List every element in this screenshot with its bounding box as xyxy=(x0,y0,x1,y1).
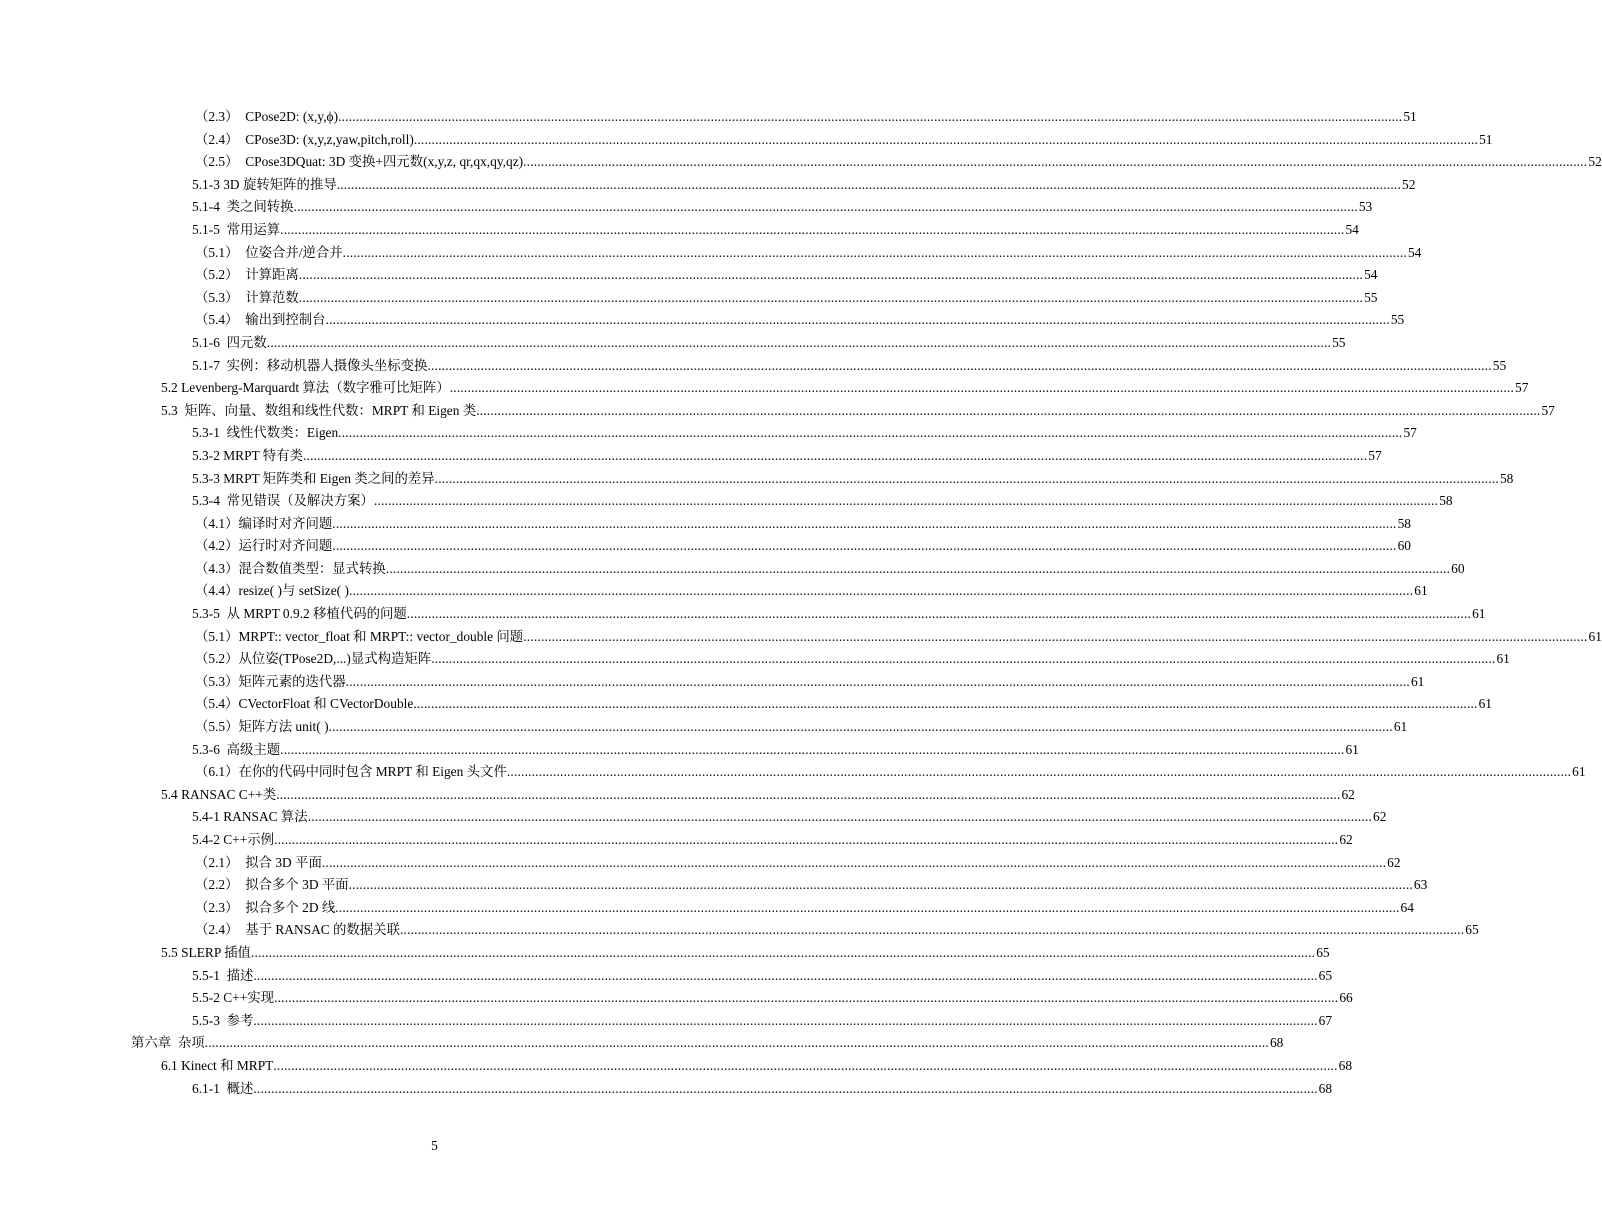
toc-entry-page: 57 xyxy=(1515,380,1529,396)
toc-entry-page: 60 xyxy=(1451,560,1465,576)
toc-dot-leader: ............................................................................................................................................................................................................................................................................................................ xyxy=(342,244,1407,260)
toc-entry[interactable] xyxy=(0,468,1514,491)
toc-entry-title: （4.2）运行时对齐问题 xyxy=(195,538,333,554)
toc-dot-leader: ............................................................................................................................................................................................................................................................................................................ xyxy=(250,944,1316,960)
toc-entry[interactable] xyxy=(0,377,1529,400)
toc-entry-page: 51 xyxy=(1403,109,1417,124)
toc-entry[interactable] xyxy=(0,987,1353,1010)
toc-entry-page: 61 xyxy=(1345,741,1359,757)
toc-entry-title: （2.2） 拟合多个 3D 平面 xyxy=(195,877,349,893)
toc-entry-title: （2.4） CPose3D: (x,y,z,yaw,pitch,roll) xyxy=(195,131,414,147)
toc-dot-leader: ............................................................................................................................................................................................................................................................................................................ xyxy=(280,741,1345,757)
toc-entry-title: （2.5） CPose3DQuat: 3D 变换+四元数(x,y,z, qr,qx,qy,qz) xyxy=(195,154,524,170)
toc-dot-leader: ............................................................................................................................................................................................................................................................................................................ xyxy=(328,719,1393,735)
toc-dot-leader: ............................................................................................................................................................................................................................................................................................................ xyxy=(413,131,1479,147)
toc-dot-leader: ............................................................................................................................................................................................................................................................................................................ xyxy=(373,493,1439,509)
toc-entry[interactable] xyxy=(0,716,1408,739)
toc-entry-page: 55 xyxy=(1390,312,1405,328)
toc-entry[interactable] xyxy=(0,174,1416,197)
toc-entry-title: 5.3-2 MRPT 特有类 xyxy=(192,447,303,463)
toc-entry[interactable] xyxy=(0,784,1355,807)
toc-entry-page: 58 xyxy=(1397,515,1411,531)
toc-entry[interactable] xyxy=(0,558,1465,581)
toc-entry-title: 5.3-3 MRPT 矩阵类和 Eigen 类之间的差异 xyxy=(192,470,435,486)
toc-entry-page: 54 xyxy=(1407,244,1422,260)
toc-dot-leader: ............................................................................................................................................................................................................................................................................................................ xyxy=(321,854,1387,870)
toc-entry-title: （5.3） 计算范数 xyxy=(195,289,299,305)
toc-entry-page: 62 xyxy=(1387,854,1401,870)
toc-entry-title: 5.1-3 3D 旋转矩阵的推导 xyxy=(192,176,337,192)
toc-entry-title: （2.3） CPose2D: (x,y,ϕ) xyxy=(195,109,339,124)
toc-entry-title: （4.3）混合数值类型：显式转换 xyxy=(195,560,386,576)
toc-dot-leader: ............................................................................................................................................................................................................................................................................................................ xyxy=(266,334,1332,350)
toc-entry-page: 53 xyxy=(1358,199,1373,215)
toc-entry[interactable] xyxy=(0,580,1428,603)
toc-entry[interactable] xyxy=(0,242,1422,265)
toc-entry-page: 60 xyxy=(1397,538,1411,554)
toc-entry-title: 5.5-1 描述 xyxy=(192,967,254,983)
toc-entry-title: 6.1 Kinect 和 MRPT xyxy=(161,1057,274,1073)
toc-entry-title: 5.3-5 从 MRPT 0.9.2 移植代码的问题 xyxy=(192,606,407,622)
toc-entry[interactable] xyxy=(0,603,1486,626)
toc-entry-title: （2.4） 基于 RANSAC 的数据关联 xyxy=(195,922,400,938)
toc-dot-leader: ............................................................................................................................................................................................................................................................................................................ xyxy=(338,109,1403,124)
toc-entry-page: 67 xyxy=(1318,1012,1333,1028)
toc-entry[interactable] xyxy=(0,106,1417,129)
toc-entry[interactable] xyxy=(0,1032,1284,1055)
toc-entry-title: 5.5-2 C++实现 xyxy=(192,990,275,1006)
toc-entry[interactable] xyxy=(0,219,1359,242)
toc-entry-title: 5.1-6 四元数 xyxy=(192,334,267,350)
toc-dot-leader: ............................................................................................................................................................................................................................................................................................................ xyxy=(307,809,1372,825)
toc-entry-page: 65 xyxy=(1316,944,1330,960)
toc-entry-title: （5.4） 输出到控制台 xyxy=(195,312,326,328)
toc-entry[interactable] xyxy=(0,422,1417,445)
toc-entry-title: （5.1） 位姿合并/逆合并 xyxy=(195,244,343,260)
toc-entry[interactable] xyxy=(0,264,1378,287)
toc-dot-leader: ............................................................................................................................................................................................................................................................................................................ xyxy=(204,1035,1269,1051)
toc-entry[interactable] xyxy=(0,490,1453,513)
toc-entry[interactable] xyxy=(0,897,1414,920)
toc-entry-title: （5.2） 计算距离 xyxy=(195,267,299,283)
toc-entry[interactable] xyxy=(0,129,1493,152)
toc-entry-page: 52 xyxy=(1402,176,1416,192)
toc-entry-title: 5.5 SLERP 插值 xyxy=(161,944,251,960)
toc-entry-title: 5.3-4 常见错误（及解决方案） xyxy=(192,493,374,509)
toc-entry[interactable] xyxy=(0,671,1425,694)
toc-dot-leader: ............................................................................................................................................................................................................................................................................................................ xyxy=(338,425,1403,441)
toc-dot-leader: ............................................................................................................................................................................................................................................................................................................ xyxy=(276,786,1341,802)
toc-entry[interactable] xyxy=(0,309,1405,332)
toc-entry-title: 5.4-2 C++示例 xyxy=(192,832,275,847)
toc-entry[interactable] xyxy=(0,852,1401,875)
toc-entry-title: （4.1）编译时对齐问题 xyxy=(195,515,333,531)
toc-entry-page: 51 xyxy=(1479,131,1493,147)
toc-entry[interactable] xyxy=(0,626,1602,649)
toc-entry-page: 57 xyxy=(1541,402,1555,418)
toc-entry[interactable] xyxy=(0,874,1428,897)
toc-dot-leader: ............................................................................................................................................................................................................................................................................................................ xyxy=(332,538,1397,554)
toc-entry-page: 62 xyxy=(1339,832,1353,847)
toc-entry-page: 61 xyxy=(1410,673,1425,689)
toc-entry-title: 5.5-3 参考 xyxy=(192,1012,254,1028)
toc-entry-page: 55 xyxy=(1364,289,1378,305)
toc-entry-title: 5.2 Levenberg-Marquardt 算法（数字雅可比矩阵） xyxy=(161,380,450,396)
toc-entry[interactable] xyxy=(0,400,1555,423)
toc-dot-leader: ............................................................................................................................................................................................................................................................................................................ xyxy=(273,1057,1338,1073)
toc-entry-page: 65 xyxy=(1465,922,1479,938)
toc-dot-leader: ............................................................................................................................................................................................................................................................................................................ xyxy=(506,764,1572,780)
toc-dot-leader: ............................................................................................................................................................................................................................................................................................................ xyxy=(476,402,1541,418)
toc-entry[interactable] xyxy=(0,942,1330,965)
toc-entry[interactable] xyxy=(0,1055,1353,1078)
toc-entry-page: 66 xyxy=(1339,990,1353,1006)
toc-entry-title: 5.4-1 RANSAC 算法 xyxy=(192,809,308,825)
toc-entry[interactable] xyxy=(0,151,1602,174)
toc-dot-leader: ............................................................................................................................................................................................................................................................................................................ xyxy=(406,606,1472,622)
toc-dot-leader: ............................................................................................................................................................................................................................................................................................................ xyxy=(332,515,1397,531)
toc-entry[interactable] xyxy=(0,829,1353,852)
toc-dot-leader: ............................................................................................................................................................................................................................................................................................................ xyxy=(335,899,1400,915)
toc-entry[interactable] xyxy=(0,513,1411,536)
toc-dot-leader: ............................................................................................................................................................................................................................................................................................................ xyxy=(325,312,1390,328)
toc-entry-page: 57 xyxy=(1403,425,1417,441)
toc-entry-title: （5.4）CVectorFloat 和 CVectorDouble xyxy=(195,696,414,712)
table-of-contents xyxy=(0,106,1602,1100)
toc-dot-leader: ............................................................................................................................................................................................................................................................................................................ xyxy=(413,696,1478,712)
toc-entry-title: 5.1-4 类之间转换 xyxy=(192,199,294,215)
toc-dot-leader: ............................................................................................................................................................................................................................................................................................................ xyxy=(298,289,1364,305)
toc-entry-title: （2.1） 拟合 3D 平面 xyxy=(195,854,322,870)
toc-dot-leader: ............................................................................................................................................................................................................................................................................................................ xyxy=(399,922,1465,938)
toc-dot-leader: ............................................................................................................................................................................................................................................................................................................ xyxy=(274,832,1339,847)
toc-entry-page: 61 xyxy=(1478,696,1492,712)
toc-entry-title: （5.3）矩阵元素的迭代器 xyxy=(195,673,346,689)
toc-entry[interactable] xyxy=(0,693,1492,716)
toc-entry-page: 55 xyxy=(1332,334,1346,350)
toc-entry[interactable] xyxy=(0,1010,1333,1033)
toc-dot-leader: ............................................................................................................................................................................................................................................................................................................ xyxy=(348,583,1414,599)
toc-entry[interactable] xyxy=(0,919,1479,942)
toc-entry-title: （5.5）矩阵方法 unit( ) xyxy=(195,719,329,735)
toc-dot-leader: ............................................................................................................................................................................................................................................................................................................ xyxy=(253,967,1318,983)
page-number: 5 xyxy=(431,1138,438,1153)
toc-entry[interactable] xyxy=(0,761,1586,784)
toc-entry-title: 5.3 矩阵、向量、数组和线性代数：MRPT 和 Eigen 类 xyxy=(161,402,477,418)
toc-entry-title: （5.1）MRPT:: vector_float 和 MRPT:: vector_double 问题 xyxy=(195,628,524,644)
toc-dot-leader: ............................................................................................................................................................................................................................................................................................................ xyxy=(523,628,1588,644)
toc-dot-leader: ............................................................................................................................................................................................................................................................................................................ xyxy=(293,199,1358,215)
toc-entry-title: （5.2）从位姿(TPose2D,...)显式构造矩阵 xyxy=(195,651,432,667)
toc-entry-title: 5.3-1 线性代数类：Eigen xyxy=(192,425,339,441)
toc-entry[interactable] xyxy=(0,648,1510,671)
toc-entry-page: 57 xyxy=(1368,447,1382,463)
toc-entry[interactable] xyxy=(0,535,1411,558)
toc-dot-leader: ............................................................................................................................................................................................................................................................................................................ xyxy=(431,651,1496,667)
toc-entry-page: 68 xyxy=(1338,1057,1353,1073)
toc-entry-title: 5.1-5 常用运算 xyxy=(192,221,281,237)
toc-entry-page: 54 xyxy=(1364,267,1378,283)
toc-entry-page: 64 xyxy=(1400,899,1414,915)
toc-entry-title: （2.3） 拟合多个 2D 线 xyxy=(195,899,336,915)
toc-dot-leader: ............................................................................................................................................................................................................................................................................................................ xyxy=(449,380,1515,396)
toc-entry-page: 61 xyxy=(1414,583,1428,599)
toc-dot-leader: ............................................................................................................................................................................................................................................................................................................ xyxy=(253,1012,1318,1028)
toc-entry[interactable] xyxy=(0,445,1382,468)
toc-entry-page: 68 xyxy=(1318,1080,1333,1096)
toc-dot-leader: ............................................................................................................................................................................................................................................................................................................ xyxy=(345,673,1410,689)
toc-entry-title: 5.3-6 高级主题 xyxy=(192,741,281,757)
toc-dot-leader: ............................................................................................................................................................................................................................................................................................................ xyxy=(298,267,1364,283)
toc-entry-page: 62 xyxy=(1341,786,1355,802)
toc-entry[interactable] xyxy=(0,287,1378,310)
toc-entry-page: 65 xyxy=(1318,967,1333,983)
toc-dot-leader: ............................................................................................................................................................................................................................................................................................................ xyxy=(274,990,1339,1006)
toc-entry-page: 68 xyxy=(1269,1035,1284,1051)
toc-entry[interactable] xyxy=(0,965,1333,988)
toc-entry-page: 54 xyxy=(1345,221,1359,237)
toc-entry-page: 61 xyxy=(1496,651,1510,667)
toc-entry-page: 61 xyxy=(1588,628,1602,644)
toc-entry-page: 63 xyxy=(1413,877,1428,893)
toc-dot-leader: ............................................................................................................................................................................................................................................................................................................ xyxy=(385,560,1451,576)
toc-dot-leader: ............................................................................................................................................................................................................................................................................................................ xyxy=(280,221,1345,237)
toc-dot-leader: ............................................................................................................................................................................................................................................................................................................ xyxy=(427,357,1492,373)
toc-dot-leader: ............................................................................................................................................................................................................................................................................................................ xyxy=(253,1080,1318,1096)
toc-dot-leader: ............................................................................................................................................................................................................................................................................................................ xyxy=(348,877,1413,893)
toc-entry-page: 61 xyxy=(1393,719,1408,735)
toc-entry-title: 6.1-1 概述 xyxy=(192,1080,254,1096)
toc-entry-page: 58 xyxy=(1499,470,1514,486)
toc-entry-title: （6.1）在你的代码中同时包含 MRPT 和 Eigen 头文件 xyxy=(195,764,507,780)
toc-entry-page: 61 xyxy=(1472,606,1486,622)
toc-entry-title: 第六章 杂项 xyxy=(131,1035,205,1051)
toc-entry[interactable] xyxy=(0,332,1346,355)
toc-entry-page: 62 xyxy=(1373,809,1387,825)
toc-entry-page: 55 xyxy=(1492,357,1507,373)
toc-entry[interactable] xyxy=(0,739,1359,762)
toc-entry-page: 61 xyxy=(1572,764,1586,780)
toc-entry-title: （4.4）resize( )与 setSize( ) xyxy=(195,583,349,599)
toc-entry[interactable] xyxy=(0,806,1387,829)
toc-entry[interactable] xyxy=(0,355,1507,378)
toc-entry-title: 5.1-7 实例：移动机器人摄像头坐标变换 xyxy=(192,357,428,373)
toc-entry[interactable] xyxy=(0,196,1373,219)
toc-entry-title: 5.4 RANSAC C++类 xyxy=(161,786,277,802)
toc-entry[interactable] xyxy=(0,1078,1333,1101)
toc-dot-leader: ............................................................................................................................................................................................................................................................................................................ xyxy=(336,176,1401,192)
toc-dot-leader: ............................................................................................................................................................................................................................................................................................................ xyxy=(434,470,1499,486)
toc-dot-leader: ............................................................................................................................................................................................................................................................................................................ xyxy=(523,154,1588,170)
toc-entry-page: 52 xyxy=(1588,154,1602,170)
toc-dot-leader: ............................................................................................................................................................................................................................................................................................................ xyxy=(302,447,1368,463)
toc-entry-page: 58 xyxy=(1439,493,1453,509)
